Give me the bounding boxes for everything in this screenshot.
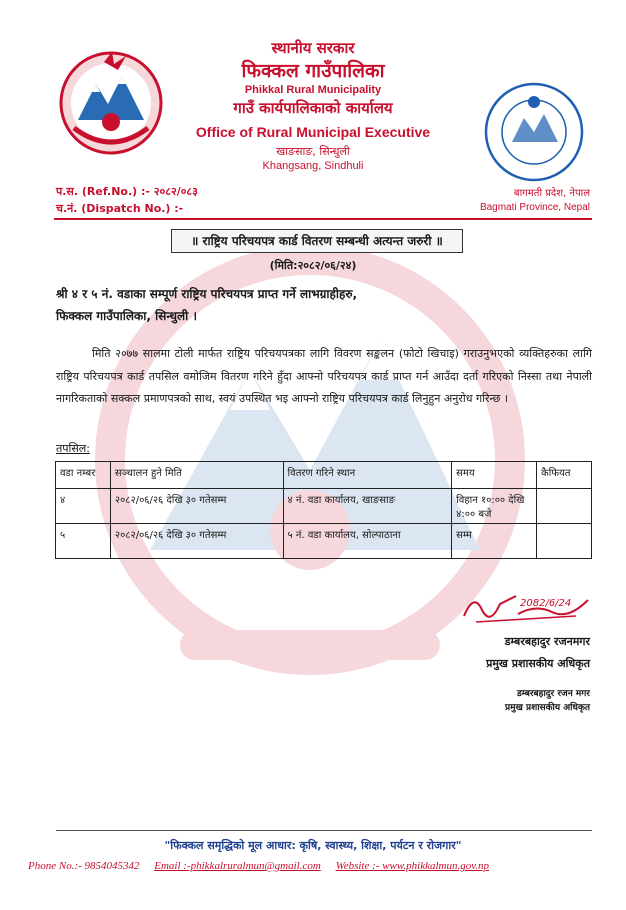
ref-number (56, 184, 198, 199)
signature-date: 2082/6/24 (520, 598, 572, 609)
ref-value: २०८२/०८३ (153, 185, 198, 198)
office-name-np: गाउँ कार्यपालिकाको कार्यालय (233, 99, 393, 117)
signatory-name: डम्बरबहादुर रजनमगर (504, 635, 590, 648)
cell-location: ४ नं. वडा कार्यालय, खाङसाङ (283, 489, 452, 524)
office-name-en: Office of Rural Municipal Executive (195, 124, 431, 140)
signatory-title: प्रमुख प्रशासकीय अधिकृत (486, 657, 590, 670)
header-divider (54, 218, 592, 220)
province-np: बागमती प्रदेश, नेपाल (513, 188, 590, 199)
footer-contact (28, 860, 618, 872)
letter-date: (मिति:२०८२/०६/२४) (269, 259, 357, 272)
local-government-heading: स्थानीय सरकार (271, 39, 355, 57)
body-paragraph: मिति २०७७ सालमा टोली मार्फत राष्ट्रिय परिचयपत्रका लागि विवरण सङ्कलन (फोटो खिचाइ) गराउनुभएको व्यक्तिहरुका लागि राष्ट्रिय परिचयपत्र कार्ड तपसिल वमोजिम वितरण गरिने हुँदा आफ्नो परिचयपत्र कार्ड प्राप्त गर्न आउँदा दर्ता गरिएको निस्सा तथा नेपाली नागरिकताको सक्कल प्रमाणपत्रको साथ, स्वयं उपस्थित भइ आफ्नो राष्ट्रिय परिचयपत्र कार्ड लिनुहुन अनुरोध गरिन्छ । (56, 347, 592, 405)
details-label: तपसिल: (56, 442, 90, 455)
address-en: Khangsang, Sindhuli (262, 160, 364, 172)
municipality-name-en: Phikkal Rural Municipality (244, 84, 382, 96)
addressee-line-2: फिक्कल गाउँपालिका, सिन्धुली । (56, 309, 197, 323)
cell-remarks (537, 524, 592, 559)
footer-phone: Phone No.:- 9854045342 (28, 860, 140, 872)
cell-date: २०८२/०६/२६ देखि ३० गतेसम्म (110, 524, 283, 559)
header-date: सञ्चालन हुने मिति (110, 462, 283, 489)
province-en: Bagmati Province, Nepal (479, 202, 590, 213)
header-remarks: कैफियत (537, 462, 592, 489)
table-header-row (56, 462, 592, 489)
ref-label: प.स. (Ref.No.) :- (56, 185, 150, 198)
stamp-title: प्रमुख प्रशासकीय अधिकृत (504, 703, 590, 713)
cell-location: ५ नं. वडा कार्यालय, सोल्पाठाना (283, 524, 452, 559)
footer-email[interactable]: Email :-phikkalruralmun@gmail.com (154, 860, 321, 872)
header-ward: वडा नम्बर (56, 462, 111, 489)
cell-time: सम्म (452, 524, 537, 559)
dispatch-number (56, 201, 183, 216)
table-row (56, 489, 592, 524)
cell-ward: ४ (56, 489, 111, 524)
cell-ward: ५ (56, 524, 111, 559)
cell-remarks (537, 489, 592, 524)
dispatch-label: च.नं. (Dispatch No.) :- (56, 202, 184, 215)
table-row (56, 524, 592, 559)
office-stamp (482, 80, 586, 184)
cell-time: विहान १०:०० देखि ४:०० बजे (452, 489, 537, 524)
stamp-name: डम्बरबहादुर रजन मगर (516, 689, 590, 699)
header-time: समय (452, 462, 537, 489)
subject-box: ॥ राष्ट्रिय परिचयपत्र कार्ड वितरण सम्बन्धी अत्यन्त जरुरी ॥ (171, 229, 463, 253)
cell-date: २०८२/०६/२६ देखि ३० गतेसम्म (110, 489, 283, 524)
municipality-name-np: फिक्कल गाउँपालिका (241, 60, 385, 82)
footer-website[interactable]: Website :- www.phikkalmun.gov.np (335, 860, 490, 872)
distribution-table (55, 461, 592, 559)
addressee-line-1: श्री ४ र ५ नं. वडाका सम्पूर्ण राष्ट्रिय परिचयपत्र प्राप्त गर्ने लाभग्राहीहरु, (56, 287, 358, 301)
address-np: खाङसाङ, सिन्धुली (276, 145, 350, 158)
footer-motto: "फिक्कल समृद्धिको मूल आधार: कृषि, स्वास्थ्य, शिक्षा, पर्यटन र रोजगार" (164, 839, 462, 852)
header-location: वितरण गरिने स्थान (283, 462, 452, 489)
footer-divider (56, 830, 592, 831)
